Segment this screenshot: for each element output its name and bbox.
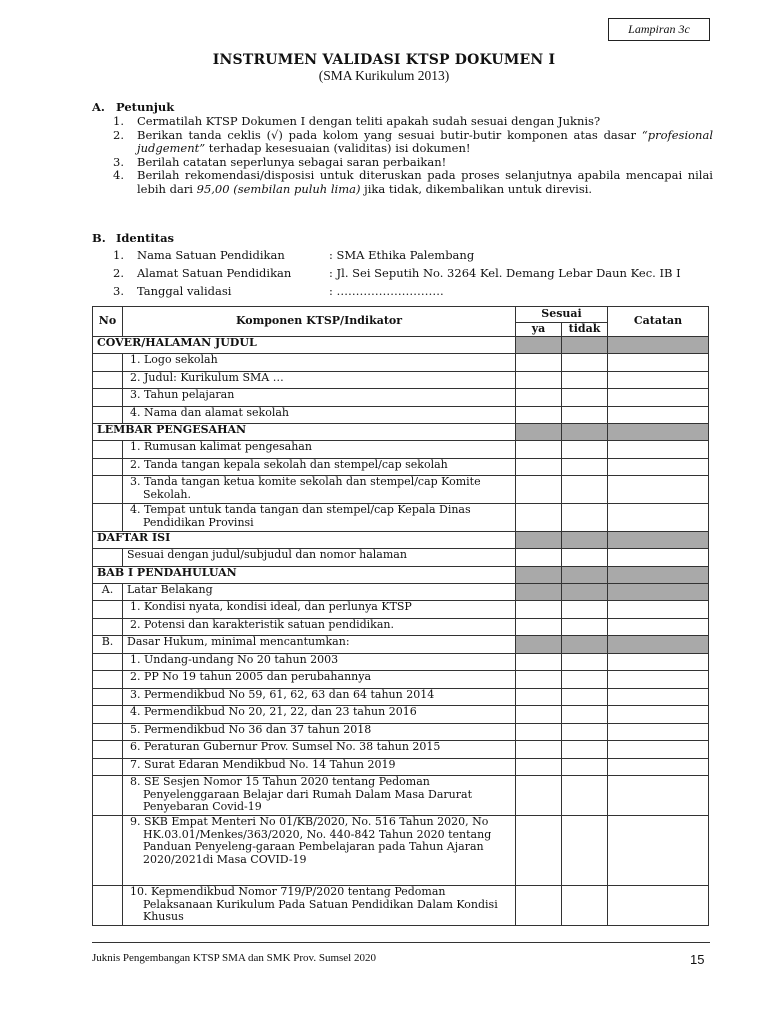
tidak-checkbox[interactable] [562, 741, 608, 759]
tidak-checkbox[interactable] [562, 389, 608, 407]
ya-checkbox[interactable] [516, 653, 562, 671]
catatan-field[interactable] [608, 706, 709, 724]
indicator-text: 4. Nama dan alamat sekolah [123, 406, 516, 424]
catatan-field[interactable] [608, 816, 709, 886]
indicator-text: 2. Potensi dan karakteristik satuan pendidikan. [123, 618, 516, 636]
ya-checkbox[interactable] [516, 816, 562, 886]
table-row [93, 618, 709, 636]
item-text: Berilah rekomendasi/disposisi untuk diteruskan pada proses selanjutnya apabila mencapai nilai lebih dari [137, 168, 713, 196]
petunjuk-list [113, 115, 713, 196]
row-number [93, 706, 123, 724]
tidak-checkbox[interactable] [562, 653, 608, 671]
indicator-text: 8. SE Sesjen Nomor 15 Tahun 2020 tentang Pedoman Penyelenggaraan Belajar dari Rumah Dalam Masa Darurat Penyebaran Covid-19 [123, 776, 516, 816]
petunjuk-item [113, 129, 713, 156]
section-title: COVER/HALAMAN JUDUL [93, 337, 516, 354]
row-number [93, 458, 123, 476]
catatan-field[interactable] [608, 441, 709, 459]
row-value: : SMA Ethika Palembang [329, 248, 475, 262]
tidak-checkbox[interactable] [562, 549, 608, 567]
table-row [93, 776, 709, 816]
tidak-checkbox[interactable] [562, 354, 608, 372]
header-ya: ya [516, 323, 562, 337]
row-key: Nama Satuan Pendidikan [137, 248, 285, 262]
tidak-checkbox[interactable] [562, 406, 608, 424]
row-number [93, 741, 123, 759]
section-title: LEMBAR PENGESAHAN [93, 424, 516, 441]
header-tidak: tidak [562, 323, 608, 337]
table-row [93, 583, 709, 601]
catatan-field[interactable] [608, 776, 709, 816]
row-number [93, 389, 123, 407]
row-value: : Jl. Sei Seputih No. 3264 Kel. Demang Lebar Daun Kec. IB I [329, 266, 681, 280]
indicator-text: 6. Peraturan Gubernur Prov. Sumsel No. 38 tahun 2015 [123, 741, 516, 759]
row-number [93, 688, 123, 706]
row-number: 1. [113, 248, 124, 262]
tidak-checkbox [562, 636, 608, 654]
catatan-field[interactable] [608, 653, 709, 671]
section-row [93, 337, 709, 354]
table-row [93, 671, 709, 689]
ya-cell [516, 566, 562, 583]
ya-checkbox[interactable] [516, 371, 562, 389]
ya-checkbox[interactable] [516, 389, 562, 407]
row-key: Alamat Satuan Pendidikan [137, 266, 292, 280]
header-sesuai: Sesuai [516, 307, 608, 323]
table-row [93, 458, 709, 476]
row-number [93, 504, 123, 532]
catatan-field[interactable] [608, 354, 709, 372]
indicator-text: 4. Tempat untuk tanda tangan dan stempel/cap Kepala Dinas Pendidikan Provinsi [123, 504, 516, 532]
ya-checkbox[interactable] [516, 476, 562, 504]
catatan-field [608, 583, 709, 601]
tidak-checkbox[interactable] [562, 441, 608, 459]
indicator-text: 10. Kepmendikbud Nomor 719/P/2020 tentang Pedoman Pelaksanaan Kurikulum Pada Satuan Pendidikan Dalam Kondisi Khusus [123, 886, 516, 926]
footer-text: Juknis Pengembangan KTSP SMA dan SMK Prov. Sumsel 2020 [92, 952, 376, 964]
tidak-checkbox[interactable] [562, 723, 608, 741]
tidak-cell [562, 532, 608, 549]
row-number [93, 653, 123, 671]
identitas-row [113, 248, 733, 264]
ya-checkbox[interactable] [516, 441, 562, 459]
section-title: BAB I PENDAHULUAN [93, 566, 516, 583]
tidak-checkbox[interactable] [562, 706, 608, 724]
table-row [93, 389, 709, 407]
tidak-checkbox[interactable] [562, 371, 608, 389]
indicator-text: 3. Permendikbud No 59, 61, 62, 63 dan 64 tahun 2014 [123, 688, 516, 706]
catatan-field[interactable] [608, 504, 709, 532]
item-text: Cermatilah KTSP Dokumen I dengan teliti apakah sudah sesuai dengan Juknis? [137, 114, 601, 128]
ya-cell [516, 424, 562, 441]
item-number: 3. [113, 154, 124, 169]
indicator-text: 2. PP No 19 tahun 2005 dan perubahannya [123, 671, 516, 689]
header-catatan: Catatan [608, 307, 709, 337]
row-number [93, 723, 123, 741]
section-identitas-heading [92, 231, 392, 247]
row-number [93, 618, 123, 636]
row-number: A. [93, 583, 123, 601]
row-number [93, 886, 123, 926]
catatan-field[interactable] [608, 758, 709, 776]
ya-checkbox[interactable] [516, 504, 562, 532]
section-row [93, 532, 709, 549]
ya-checkbox[interactable] [516, 723, 562, 741]
ya-checkbox[interactable] [516, 688, 562, 706]
table-row [93, 706, 709, 724]
ya-checkbox[interactable] [516, 776, 562, 816]
indicator-text: 2. Judul: Kurikulum SMA … [123, 371, 516, 389]
catatan-field[interactable] [608, 688, 709, 706]
item-number: 2. [113, 127, 124, 142]
table-row [93, 758, 709, 776]
tidak-checkbox[interactable] [562, 618, 608, 636]
petunjuk-item [113, 156, 713, 170]
ya-cell [516, 337, 562, 354]
item-emphasis: “profesional judgement” [137, 127, 713, 155]
document-title: INSTRUMEN VALIDASI KTSP DOKUMEN I [212, 52, 556, 68]
ya-checkbox [516, 583, 562, 601]
section-label: A. [92, 100, 105, 114]
table-row [93, 636, 709, 654]
item-text: terhadap kesesuaian (validitas) isi dokumen! [205, 141, 471, 155]
item-emphasis: 95,00 (sembilan puluh lima) [196, 181, 361, 196]
catatan-field[interactable] [608, 618, 709, 636]
section-row [93, 424, 709, 441]
tidak-checkbox[interactable] [562, 601, 608, 619]
document-subtitle: (SMA Kurikulum 2013) [318, 68, 450, 83]
row-key: Tanggal validasi [137, 284, 232, 298]
indicator-text: 1. Logo sekolah [123, 354, 516, 372]
ya-cell [516, 532, 562, 549]
ya-checkbox[interactable] [516, 741, 562, 759]
attachment-label: Lampiran 3c [608, 18, 710, 41]
ya-checkbox[interactable] [516, 758, 562, 776]
ya-checkbox[interactable] [516, 406, 562, 424]
section-label: B. [92, 231, 106, 245]
table-row [93, 549, 709, 567]
section-title: DAFTAR ISI [93, 532, 516, 549]
indicator-text: Latar Belakang [123, 583, 516, 601]
indicator-text: 1. Kondisi nyata, kondisi ideal, dan perlunya KTSP [123, 601, 516, 619]
catatan-field[interactable] [608, 389, 709, 407]
table-body [93, 337, 709, 926]
ya-checkbox[interactable] [516, 886, 562, 926]
tidak-cell [562, 337, 608, 354]
page-number: 15 [690, 952, 705, 967]
row-value: : ………………………. [329, 284, 444, 298]
catatan-field[interactable] [608, 723, 709, 741]
indicator-text: 3. Tahun pelajaran [123, 389, 516, 407]
row-number [93, 476, 123, 504]
table-row [93, 354, 709, 372]
catatan-cell [608, 424, 709, 441]
table-row [93, 406, 709, 424]
row-number [93, 601, 123, 619]
row-number: B. [93, 636, 123, 654]
catatan-cell [608, 532, 709, 549]
petunjuk-item [113, 115, 713, 129]
tidak-checkbox[interactable] [562, 458, 608, 476]
catatan-cell [608, 337, 709, 354]
catatan-field[interactable] [608, 476, 709, 504]
catatan-field[interactable] [608, 549, 709, 567]
table-row [93, 741, 709, 759]
catatan-field[interactable] [608, 406, 709, 424]
tidak-cell [562, 566, 608, 583]
validation-table [92, 306, 709, 926]
ya-checkbox[interactable] [516, 706, 562, 724]
item-number: 4. [113, 168, 124, 182]
ya-checkbox[interactable] [516, 458, 562, 476]
indicator-text: 5. Permendikbud No 36 dan 37 tahun 2018 [123, 723, 516, 741]
indicator-text: 1. Rumusan kalimat pengesahan [123, 441, 516, 459]
section-title: Petunjuk [116, 100, 175, 114]
tidak-checkbox[interactable] [562, 886, 608, 926]
table-row [93, 723, 709, 741]
header-komponen: Komponen KTSP/Indikator [123, 307, 516, 337]
tidak-checkbox[interactable] [562, 671, 608, 689]
catatan-field[interactable] [608, 671, 709, 689]
indicator-text: Dasar Hukum, minimal mencantumkan: [123, 636, 516, 654]
identitas-row [113, 284, 733, 300]
row-number [93, 441, 123, 459]
catatan-field[interactable] [608, 371, 709, 389]
tidak-checkbox[interactable] [562, 504, 608, 532]
item-text: Berikan tanda ceklis (√) pada kolom yang sesuai butir-butir komponen atas dasar [137, 127, 642, 142]
tidak-checkbox [562, 583, 608, 601]
tidak-cell [562, 424, 608, 441]
section-row [93, 566, 709, 583]
indicator-text: 2. Tanda tangan kepala sekolah dan stempel/cap sekolah [123, 458, 516, 476]
catatan-field[interactable] [608, 886, 709, 926]
ya-checkbox[interactable] [516, 601, 562, 619]
table-row [93, 371, 709, 389]
row-number [93, 776, 123, 816]
table-row [93, 688, 709, 706]
ya-checkbox[interactable] [516, 549, 562, 567]
table-row [93, 504, 709, 532]
row-number: 2. [113, 266, 124, 280]
footer-divider [92, 942, 710, 943]
ya-checkbox [516, 636, 562, 654]
row-number [93, 671, 123, 689]
indicator-text: 9. SKB Empat Menteri No 01/KB/2020, No. 516 Tahun 2020, No HK.03.01/Menkes/363/2020, No. 440-842 Tahun 2020 tentang Panduan Penyeleng-garaan Pembelajaran pada Tahun Ajaran 2020/2021di Masa COVID-19 [123, 816, 516, 886]
indicator-text: 3. Tanda tangan ketua komite sekolah dan stempel/cap Komite Sekolah. [123, 476, 516, 504]
identitas-row [113, 266, 733, 282]
row-number [93, 406, 123, 424]
table-row [93, 886, 709, 926]
ya-checkbox[interactable] [516, 618, 562, 636]
tidak-checkbox[interactable] [562, 758, 608, 776]
item-number: 1. [113, 114, 124, 128]
tidak-checkbox[interactable] [562, 688, 608, 706]
row-number [93, 371, 123, 389]
section-title: Identitas [116, 231, 175, 245]
indicator-text: 7. Surat Edaran Mendikbud No. 14 Tahun 2019 [123, 758, 516, 776]
indicator-text: Sesuai dengan judul/subjudul dan nomor halaman [123, 549, 516, 567]
catatan-field[interactable] [608, 601, 709, 619]
row-number [93, 354, 123, 372]
tidak-checkbox[interactable] [562, 476, 608, 504]
indicator-text: 4. Permendikbud No 20, 21, 22, dan 23 tahun 2016 [123, 706, 516, 724]
table-row [93, 601, 709, 619]
table-row [93, 816, 709, 886]
row-number [93, 758, 123, 776]
tidak-checkbox[interactable] [562, 816, 608, 886]
indicator-text: 1. Undang-undang No 20 tahun 2003 [123, 653, 516, 671]
item-text: jika tidak, dikembalikan untuk direvisi. [360, 181, 593, 196]
table-row [93, 441, 709, 459]
ya-checkbox[interactable] [516, 354, 562, 372]
catatan-field [608, 636, 709, 654]
table-row [93, 476, 709, 504]
catatan-field[interactable] [608, 741, 709, 759]
table-row [93, 653, 709, 671]
ya-checkbox[interactable] [516, 671, 562, 689]
tidak-checkbox[interactable] [562, 776, 608, 816]
header-no: No [93, 307, 123, 337]
row-number [93, 549, 123, 567]
row-number: 3. [113, 284, 124, 298]
row-number [93, 816, 123, 886]
item-text: Berilah catatan seperlunya sebagai saran perbaikan! [137, 154, 447, 169]
catatan-cell [608, 566, 709, 583]
catatan-field[interactable] [608, 458, 709, 476]
petunjuk-item [113, 169, 713, 196]
